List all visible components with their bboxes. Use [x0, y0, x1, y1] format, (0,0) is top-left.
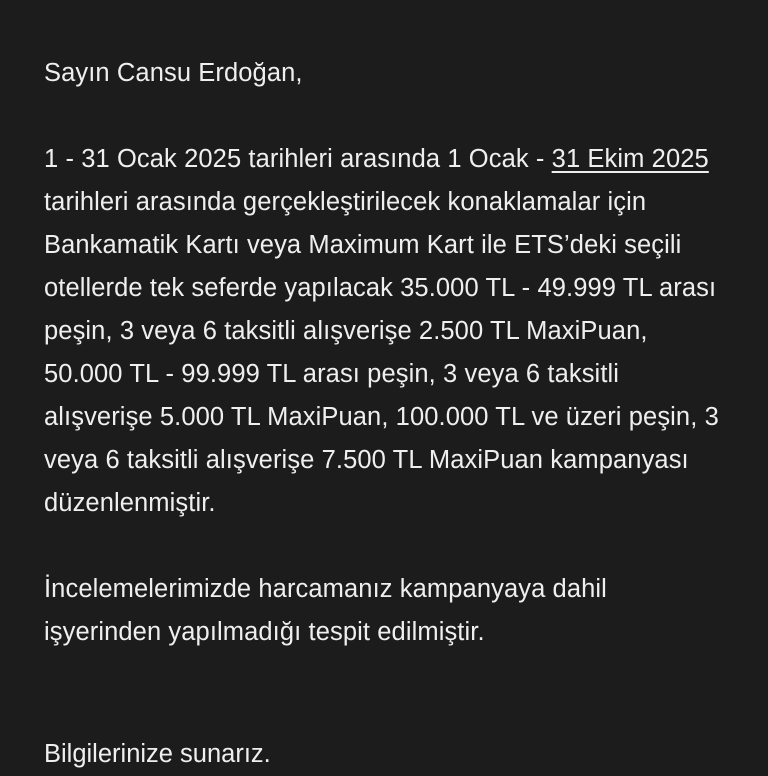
document-body — [44, 0, 724, 654]
paragraph-spacer-2 — [44, 525, 724, 568]
paragraph-spacer — [44, 95, 724, 138]
campaign-date-link[interactable]: 31 Ekim 2025 — [551, 145, 709, 173]
campaign-text-after-link: tarihleri arasında gerçekleştirilecek konaklamalar için Bankamatik Kartı veya Maximum Kart ile ETS’deki seçili otellerde tek seferde yapılacak 35.000 TL - 49.999 TL arası peşin, 3 veya 6 taksitli alışverişe 2.500 TL MaxiPuan, 50.000 TL - 99.999 TL arası peşin, 3 veya 6 taksitli alışverişe 5.000 TL MaxiPuan, 100.000 TL ve üzeri peşin, 3 veya 6 taksitli alışverişe 7.500 TL MaxiPuan kampanyası düzenlenmiştir. — [44, 188, 719, 517]
campaign-paragraph — [44, 138, 724, 525]
campaign-text-before-link: 1 - 31 Ocak 2025 tarihleri arasında 1 Ocak - — [44, 145, 552, 173]
finding-paragraph — [44, 568, 724, 654]
salutation-text: Sayın Cansu Erdoğan, — [44, 59, 303, 87]
closing-line: Bilgilerinize sunarız. — [44, 740, 271, 768]
finding-text: İncelemelerimizde harcamanız kampanyaya dahil işyerinden yapılmadığı tespit edilmiştir. — [44, 575, 607, 646]
salutation-paragraph — [44, 52, 724, 95]
